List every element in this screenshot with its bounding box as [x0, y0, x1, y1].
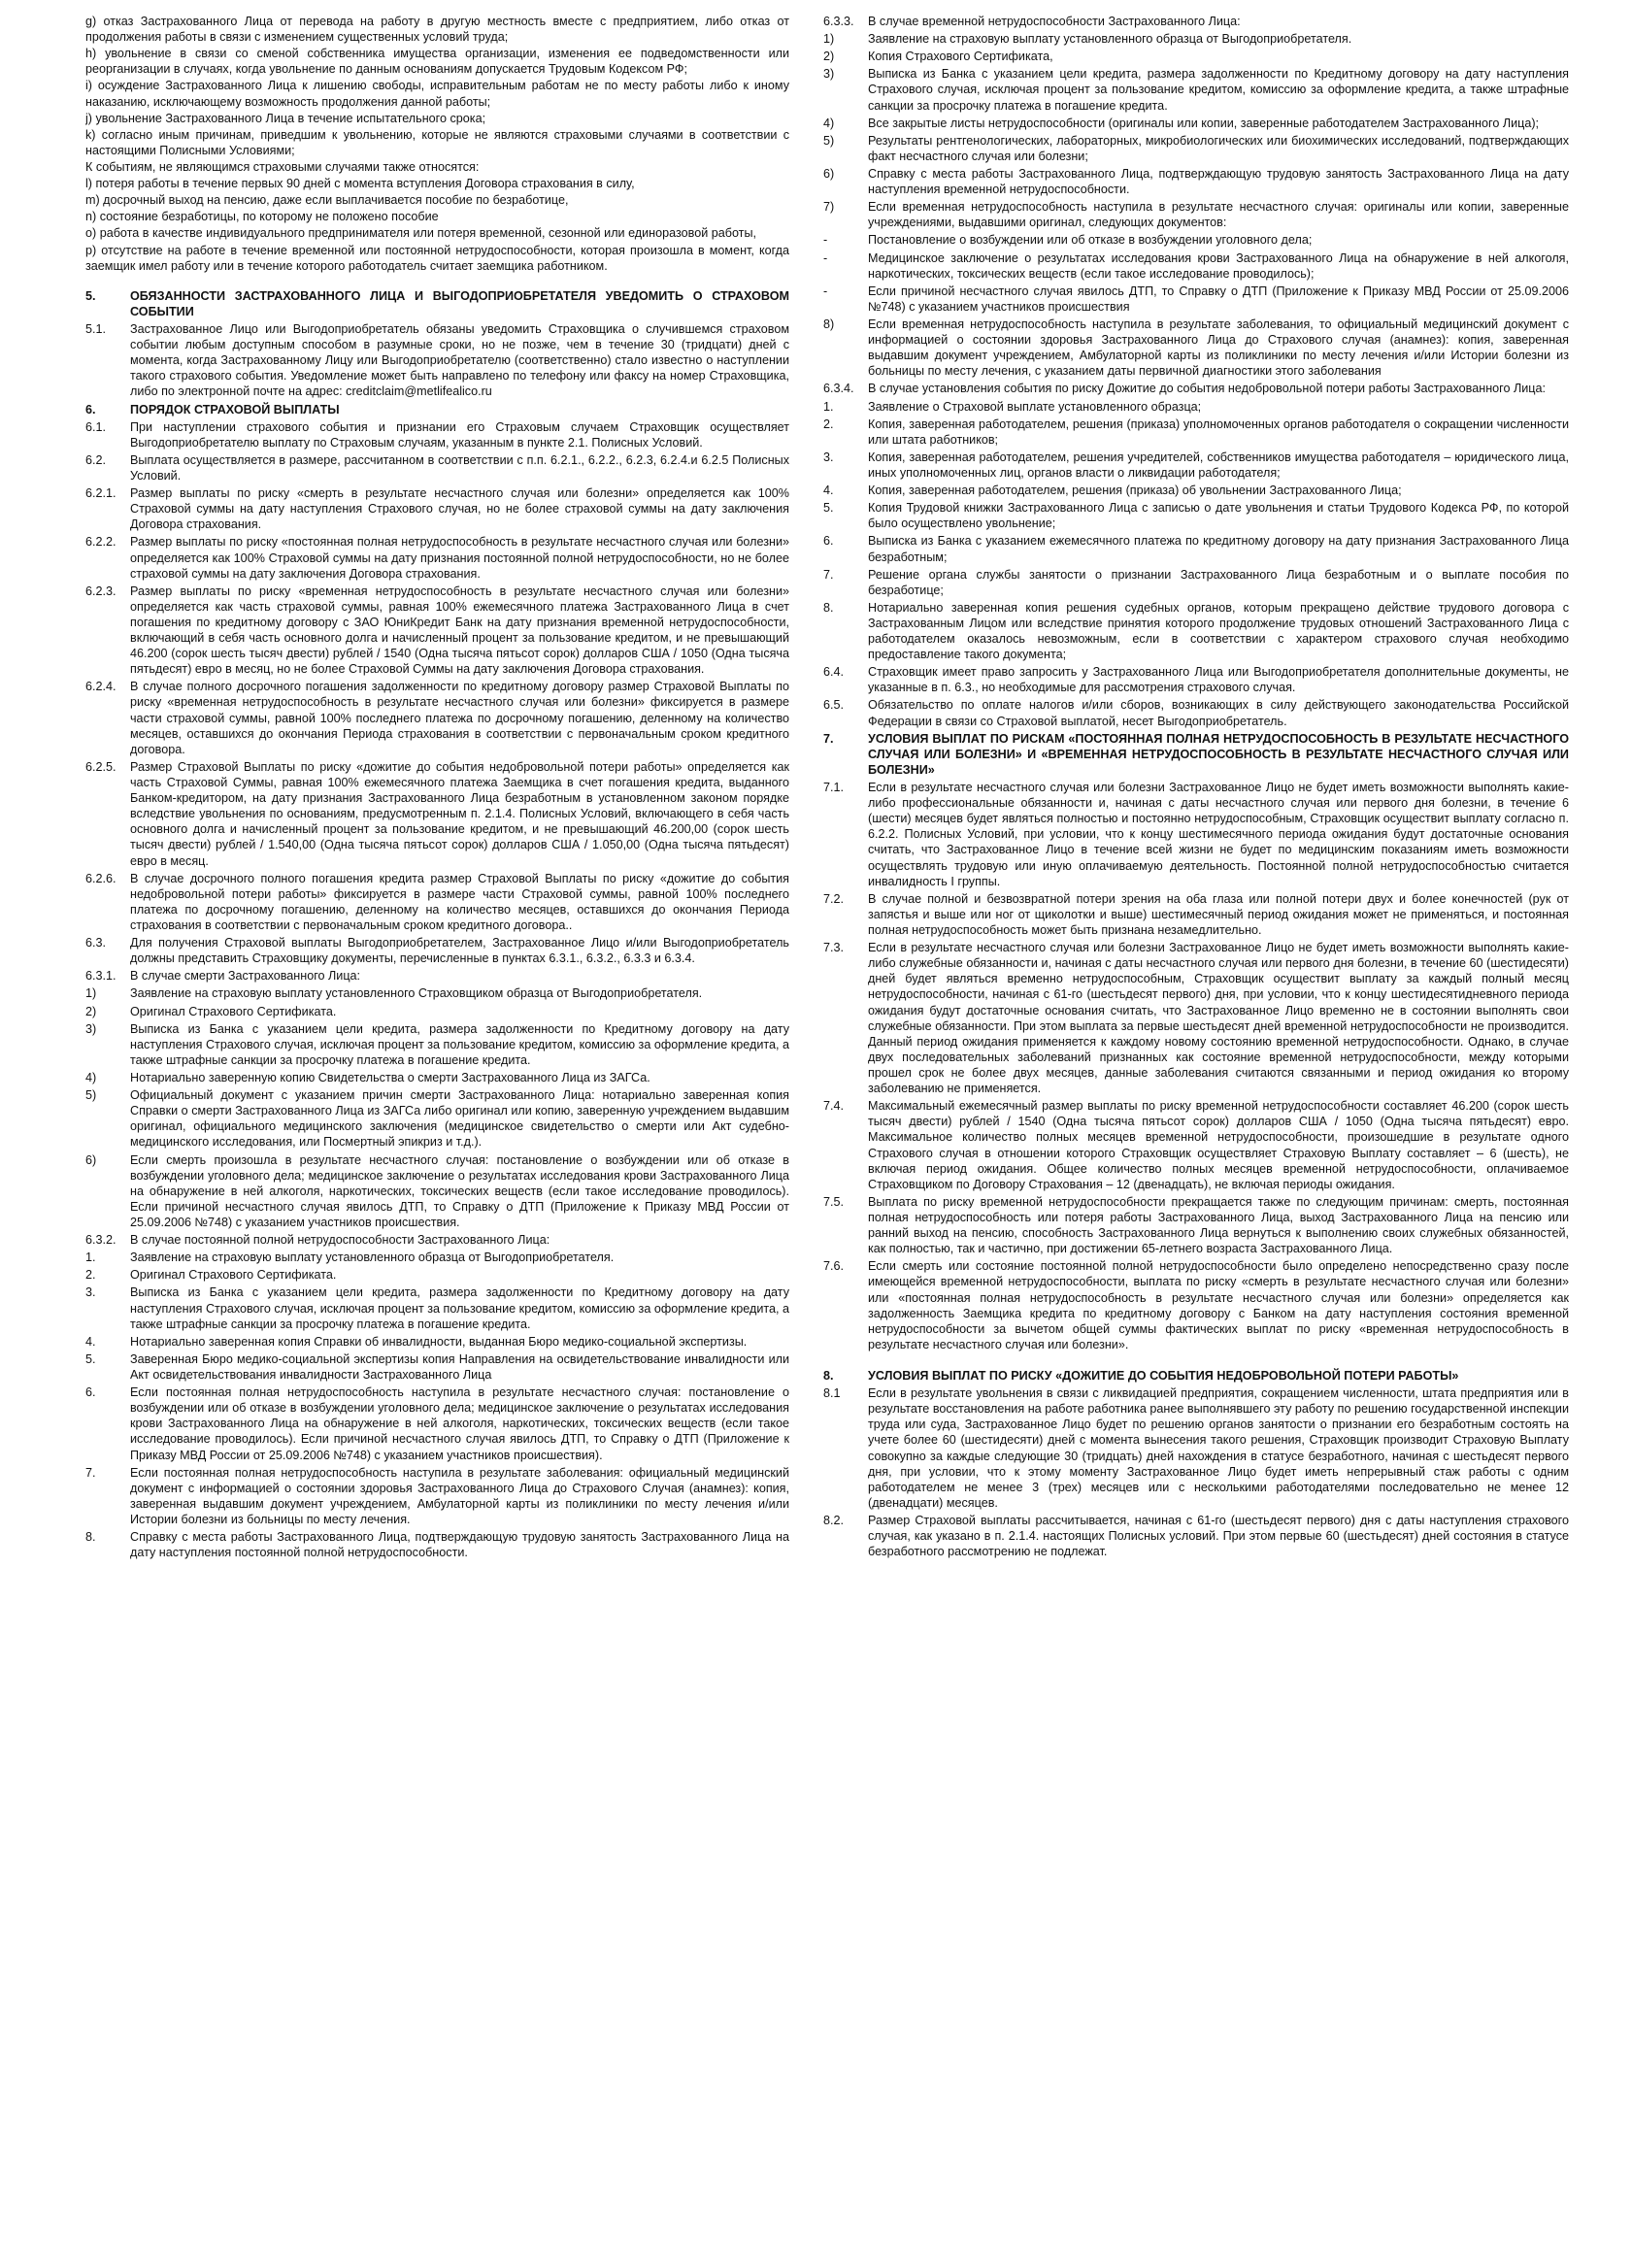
clause-text: В случае установления события по риску Дожитие до события недобровольной потери работы Застрахованного Лица:: [868, 382, 1546, 396]
clause-number: 7.4.: [823, 1099, 845, 1114]
section-heading: [823, 731, 1569, 778]
clause-text: УСЛОВИЯ ВЫПЛАТ ПО РИСКАМ «ПОСТОЯННАЯ ПОЛНАЯ НЕТРУДОСПОСОБНОСТЬ В РЕЗУЛЬТАТЕ НЕСЧАСТНОГО СЛУЧАЯ ИЛИ БОЛЕЗНИ» И «ВРЕМЕННАЯ НЕТРУДОСПОСОБНОСТЬ В РЕЗУЛЬТАТЕ НЕСЧАСТНОГО СЛУЧАЯ ИЛИ БОЛЕЗНИ»: [868, 731, 1569, 777]
clause-number: -: [823, 233, 828, 248]
clause: [823, 600, 1569, 662]
clause-text: ОБЯЗАННОСТИ ЗАСТРАХОВАННОГО ЛИЦА И ВЫГОДОПРИОБРЕТАТЕЛЯ УВЕДОМИТЬ О СТРАХОВОМ СОБЫТИИ: [130, 288, 789, 318]
clause-number: 6.1.: [85, 419, 107, 434]
clause-text: Размер Страховой Выплаты по риску «дожитие до события недобровольной потери работы» определяется как часть Страховой Суммы, равная 100% ежемесячного платежа Заемщика в счет погашения кредита, выданного Банком-кредитором, на дату признания Застрахованного Лица безработным в установленном законом порядке вследствие увольнения по основаниям, предусмотренным п. 2.1.4. Полисных Условий, включающего в себя часть основного долга и начисленный процент за пользование кредитом, и не превышающий 46.200,00 (сорок шесть тысяч двести) рублей / 1.540,00 (Одна тысяча пятьсот сорок) долларов США / 1.050,00 (Одна тысяча пятьдесят) евро в месяц.: [130, 759, 789, 868]
clause-text: Выплата осуществляется в размере, рассчитанном в соответствии с п.п. 6.2.1., 6.2.2., 6.2.3, 6.2.4.и 6.2.5 Полисных Условий.: [130, 452, 789, 483]
clause-text: Постановление о возбуждении или об отказе в возбуждении уголовного дела;: [868, 233, 1313, 248]
clause-number: 6.2.: [85, 452, 107, 467]
paragraph: К событиям, не являющимся страховыми случаями также относятся:: [85, 159, 480, 174]
clause-text: В случае полного досрочного погашения задолженности по кредитному договору размер Страховой Выплаты по риску «временная нетрудоспособность в результате несчастного случая или болезни» фиксируется в размере части страховой суммы, равной 100% последнего платежа по досрочному погашению, деленному на количество месяцев, оставшихся до окончания Периода страхования в соответствии с первоначальным сроком кредитного договора.: [130, 680, 789, 756]
clause-number: 6.3.: [85, 936, 107, 951]
clause-text: Обязательство по оплате налогов и/или сборов, возникающих в силу действующего законодательства Российской Федерации в связи со Страховой выплатой, несет Выгодоприобретатель.: [868, 698, 1569, 728]
clause-text: Копия, заверенная работодателем, решения (приказа) об увольнении Застрахованного Лица;: [868, 484, 1402, 498]
clause: [823, 31, 1569, 47]
clause-number: 6.2.1.: [85, 486, 117, 501]
clause-text: Решение органа службы занятости о признании Застрахованного Лица безработным и о выплате пособия по безработице;: [868, 567, 1569, 597]
clause-number: 8.: [85, 1530, 96, 1545]
clause: [823, 567, 1569, 598]
clause: [85, 452, 789, 484]
clause-number: 4): [823, 116, 835, 130]
clause-number: 4.: [823, 484, 834, 498]
clause-text: Оригинал Страхового Сертификата.: [130, 1268, 337, 1283]
paragraph: m) досрочный выход на пенсию, даже если выплачивается пособие по безработице,: [85, 193, 569, 208]
clause: [823, 66, 1569, 113]
clause-text: Если в результате несчастного случая или болезни Застрахованное Лицо не будет иметь возможности выполнять какие-либо профессиональные обязанности и, начиная с даты несчастного случая или первого дня болезни, в течение 6 (шести) месяцев будет являться полностью и постоянно нетрудоспособным, Страховщик осуществит выплату согласно п. 6.2.2. Полисных Условий, при условии, что к концу шестимесячного периода ожидания будут достаточные основания считать, что Застрахованное Лицо в течение всей жизни не будет по медицинским показаниям иметь возможности осуществлять трудовую или иную оплачиваемую деятельность. Постоянной полной нетрудоспособностью считается инвалидность I группы.: [868, 781, 1569, 888]
clause-number: 7.6.: [823, 1259, 845, 1274]
clause-text: Если в результате несчастного случая или болезни Застрахованное Лицо не будет иметь возможности выполнять какие-либо служебные обязанности и, начиная с даты несчастного случая или первого дня болезни, в течение 60 (шестидесяти) дней будет являться временно нетрудоспособным, Страховщик осуществит выплату за каждый полный месяц нетрудоспособности, начиная с 61-го (шестьдесят первого) дня, при условии, что к концу шестидесятидневного периода ожидания будут достаточные основания считать, что Застрахованное Лицо временно не в состоянии выполнять свои служебные обязанности. При этом выплата за первые шестьдесят дней временной нетрудоспособности не производится. Данный период ожидания применяется к каждому новому состоянию временной нетрудоспособности. Однако, в случае двух последовательных заболеваний признанных как состояние временной нетрудоспособности, между которыми прошел срок не более двух месяцев, данные заболевания считаются связанными и период ожидания ко второму заболеванию не применяется.: [868, 941, 1569, 1096]
clause-number: 5.: [823, 501, 834, 516]
clause-text: Копия, заверенная работодателем, решения учредителей, собственников имущества работодателя – юридического лица, иных уполномоченных лиц, органов власти о ликвидации работодателя;: [868, 450, 1569, 480]
right-column: [823, 14, 1569, 2260]
clause-text: Копия Страхового Сертификата,: [868, 50, 1053, 64]
clause: [85, 419, 789, 450]
clause: [823, 199, 1569, 230]
clause-number: 6.3.3.: [823, 15, 854, 28]
clause-number: 6.: [85, 1385, 96, 1400]
clause: [85, 1232, 789, 1248]
spacer: [85, 275, 789, 288]
clause: [823, 483, 1569, 498]
clause-text: Если постоянная полная нетрудоспособность наступила в результате заболевания: официальный медицинский документ с информацией о состоянии здоровья Застрахованного Лица до Страхового Случая (анамнез): копия, заверенная выдавшим документ учреждением, Амбулаторной карты из поликлиники по месту лечения и/или Истории болезни из больницы по месту лечения.: [130, 1465, 789, 1526]
clause-number: 6.3.2.: [85, 1233, 117, 1248]
clause-text: УСЛОВИЯ ВЫПЛАТ ПО РИСКУ «ДОЖИТИЕ ДО СОБЫТИЯ НЕДОБРОВОЛЬНОЙ ПОТЕРИ РАБОТЫ»: [868, 1368, 1459, 1383]
clause-number: 3.: [85, 1285, 96, 1300]
clause: [85, 1021, 789, 1068]
paragraph: k) согласно иным причинам, приведшим к увольнению, которые не являются страховыми случаями в соответствии с настоящими Полисными Условиями;: [85, 127, 789, 157]
clause-text: Страховщик имеет право запросить у Застрахованного Лица или Выгодоприобретателя дополнительные документы, не указанные в п. 6.3., но необходимые для рассмотрения страхового случая.: [868, 665, 1569, 695]
paragraph: h) увольнение в связи со сменой собственника имущества организации, изменения ее подведомственности или реорганизации в случаях, когда увольнение по данным основаниям допускается Трудовым Кодексом РФ;: [85, 47, 789, 77]
clause-text: Выписка из Банка с указанием цели кредита, размера задолженности по Кредитному договору на дату наступления Страхового случая, исключая процент за пользование кредитом, комиссию за оформление кредита, а также штрафные санкции за просрочку платежа в погашение кредита.: [130, 1285, 789, 1331]
clause-text: Размер выплаты по риску «смерть в результате несчастного случая или болезни» определяется как 100% Страховой суммы на дату наступления Страхового случая, но не более страховой суммы на дату заключения Договора страхования.: [130, 486, 789, 532]
clause: [823, 450, 1569, 481]
clause: [823, 399, 1569, 415]
clause-text: В случае досрочного полного погашения кредита размер Страховой Выплаты по риску «дожитие до события недобровольной потери работы» фиксируется в размере части Страховой суммы, равной 100% последнего платежа по досрочному погашению, деленному на количество месяцев, оставшихся до окончания Периода страхования в соответствии с первоначальным сроком кредитного договора..: [130, 871, 789, 933]
clause: [85, 1384, 789, 1463]
clause-number: 6.2.6.: [85, 871, 117, 885]
clause-number: 6.5.: [823, 698, 845, 713]
clause-text: Если постоянная полная нетрудоспособность наступила в результате несчастного случая: постановление о возбуждении или об отказе в возбуждении уголовного дела; медицинское заключение о результатах исследования крови Застрахованного Лица на обнаружение в ней алкоголя, наркотических, токсических веществ (если такое исследование проводилось). Если причиной несчастного случая явилось ДТП, то Справку о ДТП (Приложение к Приказу МВД России от 25.09.2006 №748) с указанием участников происшествия).: [130, 1385, 789, 1462]
clause: [85, 679, 789, 757]
paragraph: o) работа в качестве индивидуального предпринимателя или потеря временной, сезонной или единоразовой работы,: [85, 226, 756, 241]
clause: [823, 940, 1569, 1096]
clause-number: 8.1: [823, 1386, 841, 1401]
clause-number: 6.2.2.: [85, 535, 117, 550]
clause-text: Выписка из Банка с указанием ежемесячного платежа по кредитному договору на дату признания Застрахованного Лица безработным;: [868, 534, 1569, 564]
clause-number: 1.: [85, 1251, 96, 1265]
clause: [85, 1250, 789, 1265]
clause-number: 3.: [823, 450, 834, 464]
clause-text: Размер выплаты по риску «постоянная полная нетрудоспособность в результате несчастного случая или болезни» определяется как 100% Страховой суммы на дату признания постоянной полной нетрудоспособности, но не более страховой суммы на дату заключения Договора страхования.: [130, 535, 789, 581]
clause: [85, 1529, 789, 1560]
clause: [85, 985, 789, 1001]
clause-number: 8): [823, 317, 835, 331]
clause: [823, 1513, 1569, 1559]
clause: [823, 533, 1569, 564]
clause-number: 4.: [85, 1334, 96, 1349]
clause-text: Если смерть или состояние постоянной полной нетрудоспособности было определено непосредственно сразу после имеющейся временной нетрудоспособности, выплата по риску «смерть в результате несчастного случая или болезни» или «постоянная полная нетрудоспособность в результате несчастного случая или болезни» определяется как задолженность Заемщика кредита по кредитному договору с Банком на дату наступления состояния временной нетрудоспособности за вычетом общей суммы фактических выплат по риску «временная нетрудоспособность в результате несчастного случая или болезни».: [868, 1259, 1569, 1351]
clause-text: Выплата по риску временной нетрудоспособности прекращается также по следующим причинам: смерть, постоянная полная нетрудоспособность или потеря работы Застрахованного Лица, выход Застрахованного Лица на пенсию или ранний выход на пенсию, способность Застрахованного Лица вернуться к выполнению своих служебных обязанностей, как полностью, так и частично, при достижении 65-летнего возраста Застрахованного Лица.: [868, 1194, 1569, 1256]
paragraph: j) увольнение Застрахованного Лица в течение испытательного срока;: [85, 111, 486, 125]
clause-text: Для получения Страховой выплаты Выгодоприобретателем, Застрахованное Лицо и/или Выгодоприобретатель должны представить Страховщику документы, перечисленные в пунктах 6.3.1., 6.3.2., 6.3.3 и 6.3.4.: [130, 936, 789, 966]
clause-text: Если причиной несчастного случая явилось ДТП, то Справку о ДТП (Приложение к Приказу МВД России от 25.09.2006 №748) с указанием участников происшествия: [868, 284, 1569, 314]
clause: [823, 14, 1569, 29]
clause-text: Если временная нетрудоспособность наступила в результате несчастного случая: оригиналы или копии, заверенные учреждениями, выдавшими оригинал, следующих документов:: [868, 200, 1569, 230]
paragraph: p) отсутствие на работе в течение временной или постоянной нетрудоспособности, которая произошла в момент, когда заемщик имел работу или в течение которого работодатель считает заемщика работником.: [85, 243, 789, 273]
clause: [823, 1194, 1569, 1256]
clause: [823, 381, 1569, 396]
paragraph: n) состояние безработицы, по которому не положено пособие: [85, 210, 439, 224]
clause: [823, 1385, 1569, 1511]
clause-text: Заявление о Страховой выплате установленного образца;: [868, 399, 1202, 414]
clause-text: Копия Трудовой книжки Застрахованного Лица с записью о дате увольнения и статьи Трудового Кодекса РФ, по которой было осуществлено увольнение;: [868, 501, 1569, 531]
clause: [823, 317, 1569, 379]
clause-number: 7.: [823, 731, 834, 746]
clause-text: В случае временной нетрудоспособности Застрахованного Лица:: [868, 15, 1241, 28]
clause-text: Нотариально заверенная копия Справки об инвалидности, выданная Бюро медико-социальной экспертизы.: [130, 1334, 748, 1349]
clause: [85, 584, 789, 678]
clause: [823, 49, 1569, 64]
clause-number: 6.4.: [823, 665, 845, 680]
clause-number: 7.: [823, 567, 834, 582]
clause-number: 5): [823, 133, 835, 148]
clause-text: Нотариально заверенную копию Свидетельства о смерти Застрахованного Лица из ЗАГСа.: [130, 1071, 650, 1084]
clause: [85, 485, 789, 532]
clause-text: Заявление на страховую выплату установленного Страховщиком образца от Выгодоприобретателя.: [130, 986, 703, 1001]
clause-number: 3): [823, 67, 835, 82]
clause-number: 1): [85, 986, 97, 1001]
clause: [823, 1098, 1569, 1192]
clause-number: 6.2.5.: [85, 759, 117, 774]
spacer: [823, 1354, 1569, 1368]
clause: [823, 133, 1569, 164]
clause-number: 6): [85, 1152, 97, 1167]
clause: [823, 891, 1569, 938]
clause-number: 6.3.1.: [85, 969, 117, 984]
clause: [85, 321, 789, 400]
clause-number: 6.3.4.: [823, 382, 854, 396]
clause-number: 7): [823, 200, 835, 215]
clause-number: 7.: [85, 1465, 96, 1480]
paragraph: i) осуждение Застрахованного Лица к лишению свободы, исправительным работам не по месту работы либо к иному наказанию, исключающему возможность продолжения данной работы;: [85, 79, 789, 109]
clause: [85, 1152, 789, 1231]
clause-text: Копия, заверенная работодателем, решения (приказа) уполномоченных органов работодателя о сокращении численности или штата работников;: [868, 417, 1569, 447]
clause-number: 6): [823, 166, 835, 181]
clause-number: 6.2.3.: [85, 584, 117, 598]
clause-number: 7.5.: [823, 1194, 845, 1209]
clause: [823, 250, 1569, 282]
clause-number: 8.: [823, 600, 834, 615]
section-heading: [85, 402, 789, 417]
clause-number: 1): [823, 32, 835, 47]
clause: [823, 417, 1569, 448]
clause: [823, 780, 1569, 889]
clause-number: -: [823, 284, 828, 298]
clause: [85, 534, 789, 581]
clause: [85, 759, 789, 869]
clause-text: Заявление на страховую выплату установленного образца от Выгодоприобретателя.: [868, 32, 1352, 47]
clause-number: 1.: [823, 399, 834, 414]
clause-text: Результаты рентгенологических, лабораторных, микробиологических или биохимических исследований, подтверждающих факт несчастного случая или болезни;: [868, 133, 1569, 163]
clause: [85, 935, 789, 966]
clause-text: В случае постоянной полной нетрудоспособности Застрахованного Лица:: [130, 1233, 550, 1248]
clause-text: В случае смерти Застрахованного Лица:: [130, 969, 361, 984]
clause: [85, 1087, 789, 1150]
clause-number: 2.: [823, 417, 834, 431]
paragraph: g) отказ Застрахованного Лица от перевода на работу в другую местность вместе с предприятием, либо отказ от продолжения работы в связи с изменением существенных условий труда;: [85, 15, 789, 45]
clause-text: Застрахованное Лицо или Выгодоприобретатель обязаны уведомить Страховщика о случившемся страховом событии любым доступным способом в разумные сроки, но не позже, чем в течение 30 (тридцати) дней с момента, когда Застрахованному Лицу или Выгодоприобретателю (соответственно) стало известно о наступлении такого страхового события. Уведомление может быть направлено по телефону или факсу на номер Страховщика, либо по электронной почте на адрес: creditclaim@metlifealico.ru: [130, 321, 789, 399]
clause-number: 5): [85, 1088, 97, 1103]
clause-number: 5.: [85, 288, 96, 303]
clause-text: Справку с места работы Застрахованного Лица, подтверждающую трудовую занятость Застрахованного Лица на дату наступления временной нетрудоспособности.: [868, 166, 1569, 197]
clause-text: Нотариально заверенная копия решения судебных органов, которым прекращено действие трудового договора с Застрахованным Лицом или вследствие принятия которого продолжение трудовых отношений Застрахованного Лица с работодателем оказалось невозможным, если в соответствии с характером страхового случая необходимо предоставление такого документа;: [868, 600, 1569, 662]
clause-number: 4): [85, 1071, 97, 1084]
clause: [823, 1258, 1569, 1352]
clause: [823, 500, 1569, 531]
clause-number: 7.3.: [823, 941, 845, 955]
clause-text: Максимальный ежемесячный размер выплаты по риску временной нетрудоспособности составляет 46.200 (сорок шесть тысяч двести) рублей / 1540 (Одна тысяча пятьсот сорок) долларов США / 1050 (Одна тысяча пятьдесят) евро. Максимальное количество полных месяцев временной нетрудоспособности, произошедшие в результате одного Страхового случая в отношении которого Страховщик осуществляет Страховую Выплату составляет – 6 (шесть), не включая период ожидания. Общее количество полных месяцев временной нетрудоспособности, оплачиваемое Страховщиком по Договору Страхования – 12 (двенадцать), не включая периоды ожидания.: [868, 1099, 1569, 1191]
clause: [85, 968, 789, 984]
left-column: [85, 14, 789, 2260]
clause-text: Выписка из Банка с указанием цели кредита, размера задолженности по Кредитному договору на дату наступления Страхового случая, исключая процент за пользование кредитом, комиссию за оформление кредита, а также штрафные санкции за просрочку платежа в погашение кредита.: [130, 1021, 789, 1067]
clause-text: Официальный документ с указанием причин смерти Застрахованного Лица: нотариально заверенная копия Справки о смерти Застрахованного Лица из ЗАГСа либо оригинал или копию, заверенную учреждением выдавшим оригинал, официального медицинского заключения (медицинское свидетельство о смерти или Акт судебно-медицинского исследования, или Посмертный эпикриз и т.д.).: [130, 1088, 789, 1150]
clause-number: -: [823, 250, 828, 265]
section-heading: [85, 288, 789, 319]
clause: [85, 1284, 789, 1331]
clause-number: 5.1.: [85, 321, 107, 336]
clause: [85, 1070, 789, 1085]
clause: [85, 1465, 789, 1527]
clause: [85, 1351, 789, 1383]
clause: [85, 1267, 789, 1283]
clause-text: Если в результате увольнения в связи с ликвидацией предприятия, сокращением численности, штата предприятия или в результате восстановления на работе работника ранее выполнявшего эту работу по решению государственной инспекции труда или суда, Застрахованное Лицо будет по решению органов занятости о признании его безработным состоять на учете более 60 (шестидесяти) дней с момента вынесения такого решения, Страховщик производит Страховую Выплату совокупно за каждые следующие 30 (тридцать) дней нахождения в статусе безработного, начиная с шестьдесят первого дня, при условии, что к этому моменту Застрахованное Лицо будет иметь непрерывный стаж работы с одним работодателем не менее 3 (трех) месяцев или с несколькими работодателями последовательно не менее 12 (двенадцати) месяцев.: [868, 1386, 1569, 1510]
paragraph: l) потеря работы в течение первых 90 дней с момента вступления Договора страхования в силу,: [85, 177, 635, 191]
clause-number: 3): [85, 1021, 97, 1036]
clause-text: Справку с места работы Застрахованного Лица, подтверждающую трудовую занятость Застрахованного Лица на дату наступления постоянной полной нетрудоспособности.: [130, 1530, 789, 1560]
clause-text: ПОРЯДОК СТРАХОВОЙ ВЫПЛАТЫ: [130, 402, 340, 417]
clause: [823, 284, 1569, 315]
clause-text: Оригинал Страхового Сертификата.: [130, 1004, 337, 1018]
clause: [85, 871, 789, 933]
clause-number: 2): [85, 1004, 97, 1018]
clause: [823, 116, 1569, 131]
clause-text: Размер выплаты по риску «временная нетрудоспособность в результате несчастного случая или болезни» определяется как часть страховой суммы, равная 100% ежемесячного платежа Застрахованного Лица в счет погашения по кредитному договору с ЗАО ЮниКредит Банк на дату признания временной нетрудоспособности, включающий в себя часть основного долга и начисленный процент за пользование кредитом, и не превышающий 46.200 (сорок шесть тысяч двести) рублей / 1540 (Одна тысяча пятьсот сорок) долларов США / 1050 (Одна тысяча пятьдесят) евро в месяц, но не более Страховой Суммы на дату заключения Договора страхования.: [130, 584, 789, 677]
clause-text: Заявление на страховую выплату установленного образца от Выгодоприобретателя.: [130, 1251, 615, 1265]
clause: [823, 664, 1569, 695]
clause-text: Медицинское заключение о результатах исследования крови Застрахованного Лица на обнаружение в ней алкоголя, наркотических, токсических веществ (если такое исследование проводилось);: [868, 250, 1569, 281]
section-heading: [823, 1368, 1569, 1384]
clause: [85, 1004, 789, 1019]
clause: [823, 232, 1569, 248]
clause-number: 2): [823, 50, 835, 64]
clause-text: Все закрытые листы нетрудоспособности (оригиналы или копии, заверенные работодателем Застрахованного Лица);: [868, 116, 1540, 130]
clause: [85, 1334, 789, 1350]
clause-number: 7.2.: [823, 891, 845, 906]
clause-text: При наступлении страхового события и признании его Страховым случаем Страховщик осуществляет Выгодоприобретателю выплату по Страховым случаям, указанным в пункте 2.1. Полисных Условий.: [130, 419, 789, 450]
clause-text: Выписка из Банка с указанием цели кредита, размера задолженности по Кредитному договору на дату наступления Страхового случая, исключая процент за пользование кредитом, комиссию за оформление кредита, а также штрафные санкции за просрочку платежа в погашение кредита.: [868, 67, 1569, 113]
clause-text: Размер Страховой выплаты рассчитывается, начиная с 61-го (шестьдесят первого) дня с даты наступления страхового случая, как указано в п. 2.1.4. настоящих Полисных условий. При этом первые 60 (шестьдесят) дней состояния в статусе безработного рассмотрению не подлежат.: [868, 1513, 1569, 1559]
clause-number: 2.: [85, 1268, 96, 1283]
clause-number: 8.: [823, 1368, 834, 1383]
clause-number: 6.2.4.: [85, 680, 117, 694]
clause-text: Заверенная Бюро медико-социальной экспертизы копия Направления на освидетельствование инвалидности или Акт освидетельствования инвалидности Застрахованного Лица: [130, 1351, 789, 1382]
clause-text: Если временная нетрудоспособность наступила в результате заболевания, то официальный медицинский документ с информацией о состоянии здоровья Застрахованного Лица до Страхового случая (анамнез): копия, заверенная выдавшим документ учреждением, Амбулаторной карты из поликлиники по месту лечения и/или Истории болезни из больницы по месту лечения, с указанием даты первичной диагностики этого заболевания: [868, 317, 1569, 379]
clause: [823, 166, 1569, 197]
clause-text: В случае полной и безвозвратной потери зрения на оба глаза или полной потери двух и более конечностей (рук от запястья и выше или ног от щиколотки и выше) шестимесячный период ожидания может не применяться, и постоянная полная нетрудоспособность может быть признана незамедлительно.: [868, 891, 1569, 938]
clause-number: 6.: [85, 402, 96, 417]
clause-number: 8.2.: [823, 1513, 845, 1527]
clause: [823, 697, 1569, 728]
clause-number: 6.: [823, 534, 834, 549]
clause-number: 5.: [85, 1351, 96, 1366]
clause-number: 7.1.: [823, 781, 845, 795]
clause-text: Если смерть произошла в результате несчастного случая: постановление о возбуждении или об отказе в возбуждении уголовного дела; медицинское заключение о результатах исследования крови Застрахованного Лица на обнаружение в ней алкоголя, наркотических, токсических веществ (если такое исследование проводилось). Если причиной несчастного случая явилось ДТП, то Справку о ДТП (Приложение к Приказу МВД России от 25.09.2006 №748) с указанием участников происшествия.: [130, 1152, 789, 1229]
